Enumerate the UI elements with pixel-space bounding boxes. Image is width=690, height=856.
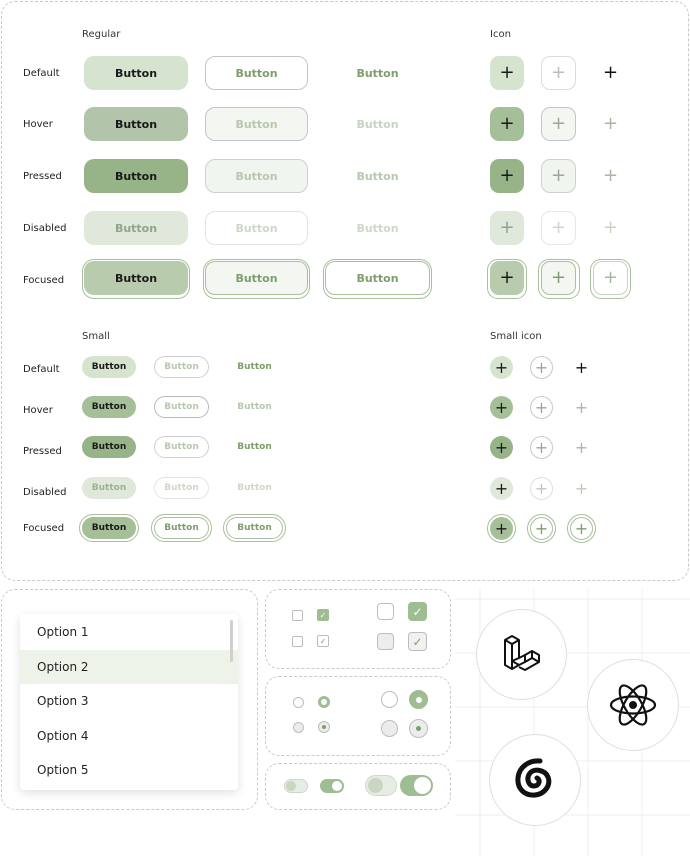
radio-small-checked[interactable] — [318, 696, 330, 708]
plus-icon: + — [602, 267, 619, 288]
plus-icon: + — [550, 62, 567, 83]
regular-text-button-default[interactable]: Button — [356, 66, 399, 80]
regular-filled-icon-button-focused[interactable] — [490, 261, 524, 295]
regular-ghost-icon-button-default[interactable] — [593, 56, 628, 90]
dropdown-option[interactable]: Option 5 — [37, 763, 89, 777]
regular-filled-icon-button-default[interactable] — [490, 56, 524, 90]
small-filled-icon-button-pressed[interactable] — [490, 436, 513, 459]
plus-icon: + — [494, 437, 509, 457]
laravel-logo-circle — [476, 609, 567, 700]
small-filled-button-hover[interactable]: Button — [82, 396, 136, 418]
plus-icon: + — [494, 518, 509, 538]
small-filled-button-disabled[interactable]: Button — [82, 477, 136, 499]
laravel-icon — [501, 634, 543, 676]
radio-large-disabled[interactable] — [381, 720, 398, 737]
radio-large-unchecked[interactable] — [381, 691, 398, 708]
plus-icon: + — [499, 113, 515, 134]
regular-outline-icon-button-hover[interactable] — [541, 107, 576, 141]
regular-header: Regular — [82, 29, 121, 40]
small-text-button-focused[interactable]: Button — [226, 517, 283, 539]
checkbox-large-checked-outline[interactable] — [408, 632, 427, 651]
regular-outline-button-focused[interactable]: Button — [205, 261, 308, 295]
plus-icon: + — [574, 357, 589, 377]
regular-filled-button-disabled[interactable]: Button — [84, 211, 188, 245]
small-text-button-pressed[interactable]: Button — [237, 442, 272, 452]
radio-panel — [265, 676, 451, 756]
small-outline-button-disabled[interactable]: Button — [154, 477, 209, 499]
small-ghost-icon-button-pressed[interactable] — [570, 436, 593, 459]
plus-icon: + — [534, 357, 549, 377]
regular-state-label-hover: Hover — [23, 119, 53, 130]
dropdown-option[interactable]: Option 2 — [20, 650, 238, 684]
small-outline-button-focused[interactable]: Button — [154, 517, 209, 539]
checkbox-large-disabled[interactable] — [377, 633, 394, 650]
small-header: Small — [82, 331, 110, 342]
plus-icon: + — [534, 518, 549, 538]
regular-filled-icon-button-pressed[interactable] — [490, 159, 524, 193]
plus-icon: + — [534, 397, 549, 417]
small-outline-icon-button-focused[interactable] — [530, 517, 553, 540]
check-icon: ✓ — [319, 610, 327, 620]
check-icon: ✓ — [412, 634, 423, 649]
radio-large-checked-disabled[interactable] — [409, 719, 428, 738]
small-ghost-icon-button-hover[interactable] — [570, 396, 593, 419]
regular-ghost-icon-button-disabled[interactable] — [593, 211, 628, 245]
icon-header: Icon — [490, 29, 511, 40]
regular-outline-button-disabled[interactable]: Button — [205, 211, 308, 245]
radio-small-disabled[interactable] — [293, 722, 304, 733]
checkbox-small-unchecked-focus[interactable] — [292, 636, 303, 647]
plus-icon: + — [602, 113, 619, 134]
small-ghost-icon-button-disabled[interactable] — [570, 477, 593, 500]
react-icon — [608, 682, 658, 728]
small-state-label-hover: Hover — [23, 405, 53, 416]
checkbox-small-checked[interactable] — [317, 609, 329, 621]
small-outline-button-hover[interactable]: Button — [154, 396, 209, 418]
toggle-large-on[interactable] — [400, 775, 433, 796]
checkbox-large-checked[interactable] — [408, 602, 427, 621]
toggle-small-on[interactable] — [320, 779, 344, 793]
plus-icon: + — [494, 357, 509, 377]
checkbox-small-checked-outline[interactable] — [317, 635, 329, 647]
react-logo-circle — [587, 659, 679, 751]
small-state-label-focused: Focused — [23, 523, 65, 534]
small-outline-icon-button-pressed[interactable] — [530, 436, 553, 459]
regular-text-button-pressed[interactable]: Button — [356, 169, 399, 183]
regular-text-button-disabled[interactable]: Button — [356, 221, 399, 235]
small-state-label-default: Default — [23, 364, 60, 375]
regular-outline-icon-button-focused[interactable] — [541, 261, 576, 295]
regular-filled-icon-button-hover[interactable] — [490, 107, 524, 141]
small-ghost-icon-button-default[interactable] — [570, 356, 593, 379]
small-state-label-disabled: Disabled — [23, 487, 67, 498]
regular-ghost-icon-button-hover[interactable] — [593, 107, 628, 141]
small-filled-icon-button-disabled[interactable] — [490, 477, 513, 500]
plus-icon: + — [574, 478, 589, 498]
small-icon-header: Small icon — [490, 331, 542, 342]
regular-ghost-icon-button-pressed[interactable] — [593, 159, 628, 193]
plus-icon: + — [494, 478, 509, 498]
plus-icon: + — [550, 217, 567, 238]
toggle-small-off[interactable] — [284, 779, 308, 793]
dropdown-option[interactable]: Option 4 — [37, 729, 89, 743]
dropdown-option[interactable]: Option 1 — [37, 625, 89, 639]
regular-state-label-disabled: Disabled — [23, 223, 67, 234]
plus-icon: + — [602, 217, 619, 238]
swirl-logo-circle — [489, 734, 581, 826]
dropdown-scrollbar[interactable] — [230, 620, 233, 662]
radio-large-checked[interactable] — [409, 690, 428, 709]
regular-outline-button-hover[interactable]: Button — [205, 107, 308, 141]
regular-filled-button-pressed[interactable]: Button — [84, 159, 188, 193]
small-filled-button-default[interactable]: Button — [82, 356, 136, 378]
regular-filled-icon-button-disabled[interactable] — [490, 211, 524, 245]
regular-outline-button-pressed[interactable]: Button — [205, 159, 308, 193]
small-outline-button-pressed[interactable]: Button — [154, 436, 209, 458]
small-text-button-disabled[interactable]: Button — [237, 483, 272, 493]
plus-icon: + — [550, 267, 567, 288]
small-filled-icon-button-hover[interactable] — [490, 396, 513, 419]
small-outline-icon-button-disabled[interactable] — [530, 477, 553, 500]
toggle-large-off[interactable] — [365, 775, 397, 796]
plus-icon: + — [499, 62, 515, 83]
small-outline-button-default[interactable]: Button — [154, 356, 209, 378]
plus-icon: + — [574, 518, 589, 538]
small-filled-button-pressed[interactable]: Button — [82, 436, 136, 458]
regular-state-label-default: Default — [23, 68, 60, 79]
small-ghost-icon-button-focused[interactable] — [570, 517, 593, 540]
regular-filled-button-focused[interactable]: Button — [84, 261, 188, 295]
regular-outline-icon-button-pressed[interactable] — [541, 159, 576, 193]
plus-icon: + — [499, 217, 515, 238]
small-text-button-default[interactable]: Button — [237, 362, 272, 372]
small-filled-icon-button-default[interactable] — [490, 356, 513, 379]
checkbox-small-unchecked[interactable] — [292, 610, 303, 621]
small-outline-icon-button-hover[interactable] — [530, 396, 553, 419]
swirl-icon — [511, 756, 559, 804]
regular-state-label-pressed: Pressed — [23, 171, 62, 182]
regular-state-label-focused: Focused — [23, 275, 65, 286]
regular-ghost-icon-button-focused[interactable] — [593, 261, 628, 295]
checkbox-panel — [265, 589, 451, 669]
small-filled-icon-button-focused[interactable] — [490, 517, 513, 540]
checkbox-large-unchecked[interactable] — [377, 603, 394, 620]
plus-icon: + — [550, 165, 567, 186]
plus-icon: + — [534, 478, 549, 498]
regular-text-button-hover[interactable]: Button — [356, 117, 399, 131]
regular-filled-button-hover[interactable]: Button — [84, 107, 188, 141]
check-icon: ✓ — [319, 636, 327, 646]
radio-small-unchecked[interactable] — [293, 697, 304, 708]
check-icon: ✓ — [412, 604, 423, 619]
plus-icon: + — [499, 165, 515, 186]
plus-icon: + — [602, 62, 619, 83]
plus-icon: + — [494, 397, 509, 417]
plus-icon: + — [550, 113, 567, 134]
plus-icon: + — [602, 165, 619, 186]
dropdown-option[interactable]: Option 3 — [37, 694, 89, 708]
plus-icon: + — [499, 267, 515, 288]
plus-icon: + — [534, 437, 549, 457]
regular-outline-icon-button-disabled[interactable] — [541, 211, 576, 245]
small-filled-button-focused[interactable]: Button — [82, 517, 136, 539]
small-outline-icon-button-default[interactable] — [530, 356, 553, 379]
regular-filled-button-default[interactable]: Button — [84, 56, 188, 90]
regular-outline-icon-button-default[interactable] — [541, 56, 576, 90]
regular-outline-button-default[interactable]: Button — [205, 56, 308, 90]
small-text-button-hover[interactable]: Button — [237, 402, 272, 412]
regular-text-button-focused[interactable]: Button — [325, 261, 430, 295]
plus-icon: + — [574, 397, 589, 417]
small-state-label-pressed: Pressed — [23, 446, 62, 457]
radio-small-checked-disabled[interactable] — [318, 721, 330, 733]
plus-icon: + — [574, 437, 589, 457]
